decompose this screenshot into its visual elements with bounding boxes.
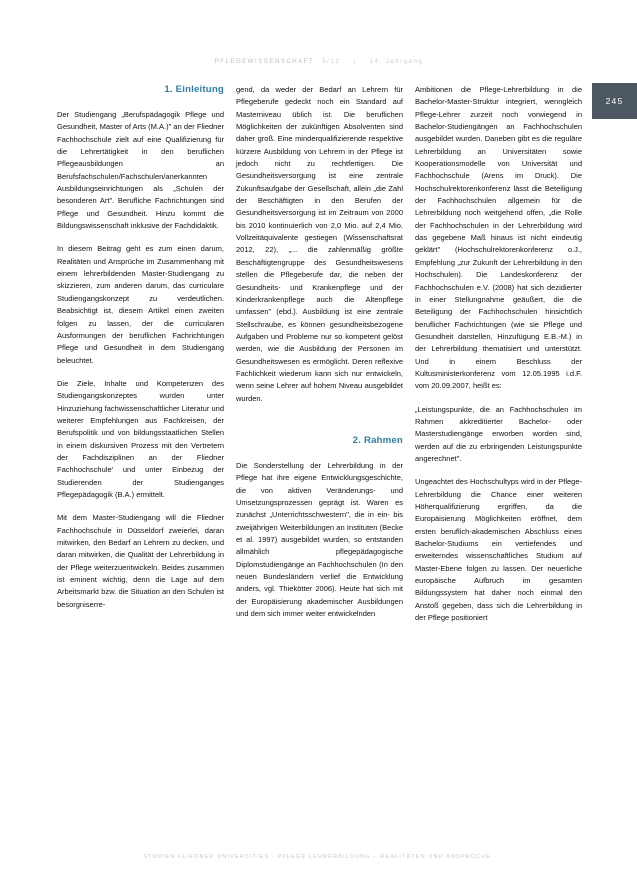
paragraph: Ambitionen die Pflege-Lehrerbildung in die Bachelor-Master-Struktur integriert, wenngleich Pflege-Lehrer zurzeit noch vorwiegend in Bachelor-Studiengängen an Fachhochschulen ausgebildet wurden. Daneben gibt es die reguläre Lehrerbildung an Universitäten sowie Kooperationsmodelle von Universität und Fachhochschule (Arens im Druck). Die Hochschulrektorenkonferenz lässt die Beteiligung der Fachhochschulen allgemein für die Lehrerbildung noch weitgehend offen, „die Rolle der Fachhochschulen in der Lehrerbildung wird das gegebene Maß hinaus ist nicht eindeutig geklärt" (Hochschulrektorenkonferenz o.J., Empfehlung „zur Zukunft der Lehrerbildung in den Hochschulen). Die Landeskonferenz der Fachhochschulen e.V. (2008) hat sich dezidierter in einer Stellungnahme geäußert, die die Beteiligung der Fachhochschulen hinsichtlich beruflicher Fachrichtungen (wie sie Pflege und Gesundheit darstellen, Hinzufügung E.B.-M.) in der Lehrerbildung thematisiert und unterstützt. Und in einem Beschluss der Kultusministerkonferenz vom 12.05.1995 i.d.F. vom 20.09.2007, heißt es:	[415, 85, 582, 391]
column-layout	[57, 84, 582, 844]
paragraph: Der Studiengang „Berufspädagogik Pflege und Gesundheit, Master of Arts (M.A.)" an der Fliedner Fachhochschule zielt auf eine Qualifizierung für die Lehrertätigkeit in den beruflichen Pflegeausbildungen an Berufsfachschulen/Fachschulen/anerkannten Ausbildungseinrichtungen als „Schulen der besonderen Art". Berufliche Fachrichtungen sind Pflege und Gesundheit. Hinzu kommt die Bildungswissenschaft inklusive der Fachdidaktik.	[57, 110, 224, 231]
paragraph: Die Ziele, Inhalte und Kompetenzen des Studiengangskonzeptes wurden unter Hinzuziehung fachwissenschaftlicher Literatur und weiterer Empfehlungen aus Fachkreisen, der Berufspolitik und von bildungsstaatlichen Stellen in einem diskursiven Prozess mit den Vertretern der Fachdisziplinen an der Fliedner Fachhochschule' und unter Einbezug der Studierenden der Studienganges Pflegepädagogik (B.A.) ermittelt.	[57, 378, 224, 499]
paragraph: gend, da weder der Bedarf an Lehrern für Pflegeberufe gedeckt noch ein Standard auf Masterniveau üblich ist. Die beruflichen Möglichkeiten der zukünftigen Absolventen sind daher groß. Eine minderqualifizierende respektive kürzere Ausbildung von Lehrern in der Pflege ist jedoch nicht zu rechtfertigen. Die Gesundheitsversorgung ist eine zentrale Zukunftsaufgabe der Gesellschaft, allein „die Zahl der Beschäftigten in den Berufen der Gesundheitsversorgung ist im Zeitraum von 2000 bis 2010 kontinuierlich von 2,0 Mio. auf 2,4 Mio. Vollzeitäquivalente gestiegen (Wissenschaftsrat 2012, 22), „... die zahlenmäßig größte Beschäftigtengruppe des Gesundheitswesens stellen die Pflegeberufe dar, die neben der Gesundheits- und Krankenpflege und der Kinderkrankenpflege auch die Altenpflege umfassen" (ebd.). Ausbildung ist eine zentrale Stellschraube, es können gesundheitsbezogene Aufgaben und Probleme nur so kompetent gelöst werden, wie die Ausbildung der Personen im Gesundheitswesen es ermöglicht. Deren reflexive Fachlichkeit wiederum kann sich nur entwickeln, wenn seine Lehrer auf hohem Niveau ausgebildet wurden.	[236, 85, 403, 403]
text-column-2	[236, 84, 403, 844]
running-head-separator: |	[353, 58, 357, 65]
running-head-issue: 5/12	[322, 58, 341, 65]
running-head	[58, 58, 585, 65]
footer-text: STUDIEN FLIEDNER UNIVERSITIES · PFLEGE LEHRERBILDUNG – REALITÄTEN UND ANSPRÜCHE ··	[143, 854, 500, 860]
paragraph: Die Sonderstellung der Lehrerbildung in der Pflege hat ihre eigene Entwicklungsgeschichte, die von aktiven Veränderungs- und Umsetzungsprozessen geprägt ist. Waren es zunächst „Unterrichtsschwestern", die in ein- bis zweijährigen Weiterbildungen an Instituten (Becke et al. 1997) ausgebildet wurden, so entstanden allmählich pflegepädagogische Diplomstudiengänge an Fachhochschulen (In den neuen Bundesländern verlief die Entwicklung anders, vgl. Thiekötter 2006). Heute hat sich mit der Europäisierung akademischer Ausbildungen und dem sich immer weiter entwickelnden	[236, 460, 403, 619]
section-heading-einleitung: 1. Einleitung	[164, 84, 224, 95]
page-footer	[58, 854, 585, 860]
text-column-3	[415, 84, 582, 844]
running-head-journal: PFLEGEWISSENSCHAFT	[214, 58, 315, 65]
page-number: 245	[605, 96, 624, 106]
paragraph: Mit dem Master-Studiengang will die Fliedner Fachhochschule in Düsseldorf zweierlei, daran mitwirken, den Bedarf an Lehrern zu decken, und daran mitwirken, die Qualität der Lehrerbildung in der Pflege weiterzuentwickeln. Beides zusammen ist eminent wichtig, denn die Lage auf dem Arbeitsmarkt bzw. die Situation an den Schulen ist besorgniserre-	[57, 513, 224, 609]
page-number-badge	[592, 83, 637, 119]
text-column-1	[57, 84, 224, 844]
paragraph: „Leistungspunkte, die an Fachhochschulen im Rahmen akkreditierter Bachelor- oder Masterstudiengänge erworben worden sind, werden auf die zu erbringenden Leistungspunkte angerechnet".	[415, 404, 582, 463]
running-head-volume: 14. Jahrgang	[369, 58, 424, 65]
paragraph: In diesem Beitrag geht es zum einen darum, Realitäten und Ansprüche im Zusammenhang mit einem lehrerbildenden Master-Studiengang zu skizzieren, zum anderen darum, das curriculare Studiengangskonzept zu verdeutlichen. Beabsichtigt ist, diesem Artikel einen zweiten folgen zu lassen, der die curricularen Ausformungen der beruflichen Fachrichtungen Pflege und Gesundheit in dem Studiengang beleuchtet.	[57, 244, 224, 365]
paragraph: Ungeachtet des Hochschultyps wird in der Pflege-Lehrerbildung die Chance einer weiteren Höherqualifizierung ergriffen, da die Europäisierung Möglichkeiten eröffnet, dem ersten beruflich-akademischen Abschluss eines Bachelor-Studiums ein vertiefendes und erweiterndes wissenschaftliches Studium auf Master-Ebene folgen zu lassen. Der neuerliche europäische Aufbruch im gesamten Bildungssystem hat daher noch einmal den Anstoß gegeben, dass sich die Lehrerbildung in der Pflege positioniert	[415, 477, 582, 623]
section-heading-rahmen: 2. Rahmen	[352, 434, 403, 446]
